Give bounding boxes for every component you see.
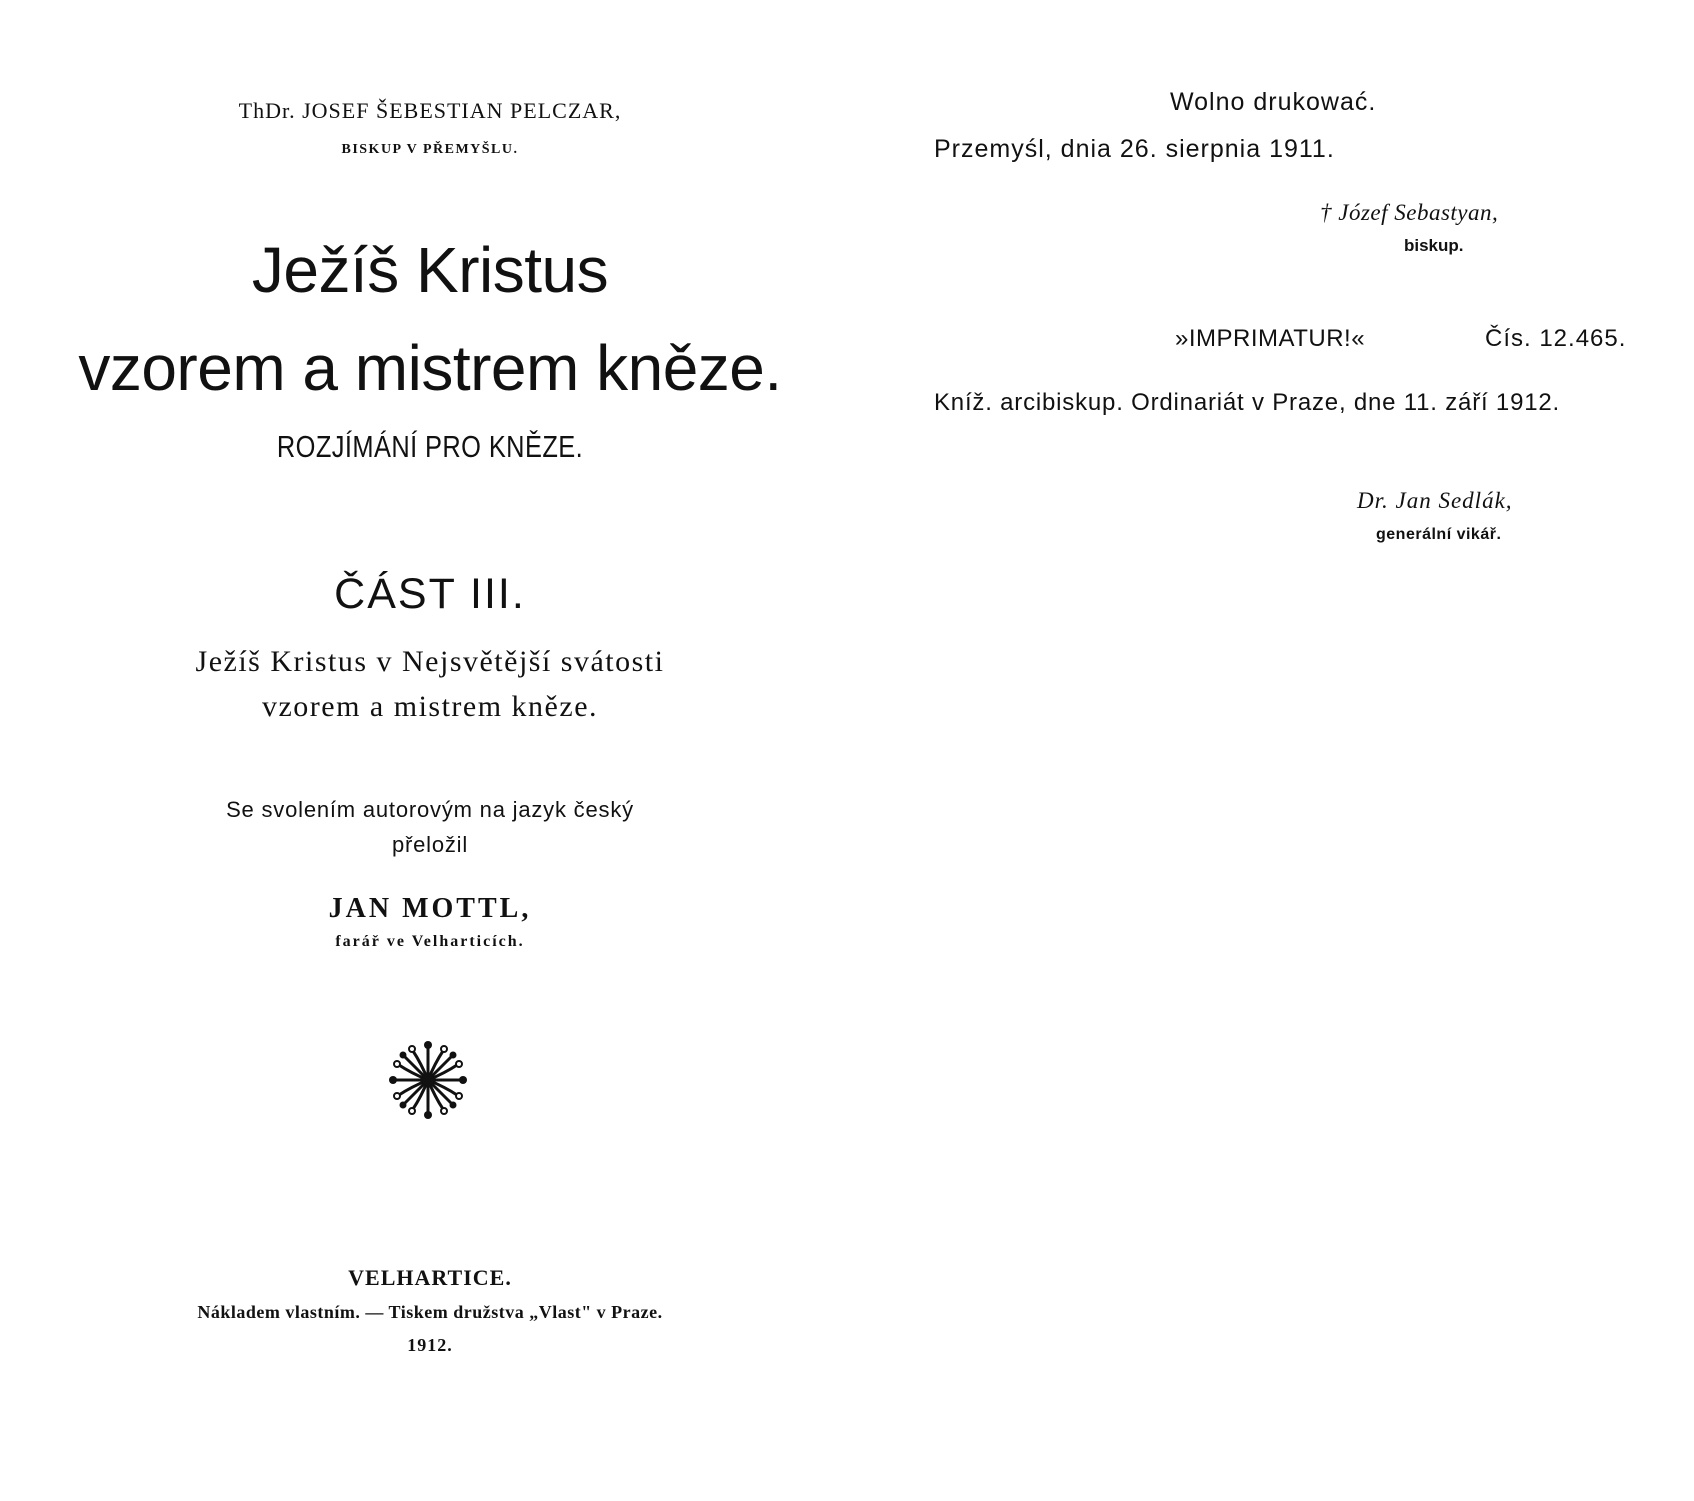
vicar-signature: Dr. Jan Sedlák, bbox=[1357, 488, 1513, 513]
part-title-line-1: Ježíš Kristus v Nejsvětější svátosti bbox=[195, 645, 665, 678]
author-role: BISKUP V PŘEMYŠLU. bbox=[341, 142, 519, 157]
reference-number: Čís. 12.465. bbox=[1485, 325, 1627, 352]
book-subtitle: ROZJÍMÁNÍ PRO KNĚZE. bbox=[276, 429, 584, 464]
part-number: ČÁST III. bbox=[334, 570, 526, 618]
bishop-role: biskup. bbox=[1404, 236, 1464, 255]
vicar-role: generální vikář. bbox=[1376, 526, 1502, 543]
imprimatur-label: »IMPRIMATUR!« bbox=[1175, 325, 1366, 352]
permission-line-1: Se svolením autorovým na jazyk český bbox=[226, 797, 634, 822]
ordinariate-date-line: Kníž. arcibiskup. Ordinariát v Praze, dne 11. září 1912. bbox=[934, 389, 1560, 416]
translator-name: JAN MOTTL, bbox=[328, 893, 532, 924]
translator-role: farář ve Velharticích. bbox=[335, 933, 525, 950]
part-title-line-2: vzorem a mistrem kněze. bbox=[261, 690, 599, 723]
publication-place: VELHARTICE. bbox=[348, 1265, 512, 1290]
book-title-line-2: vzorem a mistrem kněze. bbox=[78, 332, 782, 404]
publication-year: 1912. bbox=[407, 1335, 453, 1355]
print-permission-date: Przemyśl, dnia 26. sierpnia 1911. bbox=[934, 135, 1335, 163]
snowflake-ornament-icon bbox=[383, 1035, 473, 1125]
author-name: ThDr. JOSEF ŠEBESTIAN PELCZAR, bbox=[238, 98, 622, 123]
print-permission: Wolno drukować. bbox=[1170, 88, 1377, 116]
bishop-signature: † Józef Sebastyan, bbox=[1320, 200, 1499, 225]
approval-page bbox=[880, 0, 1694, 1501]
imprint-line: Nákladem vlastním. — Tiskem družstva „Vlast" v Praze. bbox=[197, 1302, 663, 1322]
permission-line-2: přeložil bbox=[391, 832, 469, 857]
book-title-line-1: Ježíš Kristus bbox=[251, 234, 609, 306]
